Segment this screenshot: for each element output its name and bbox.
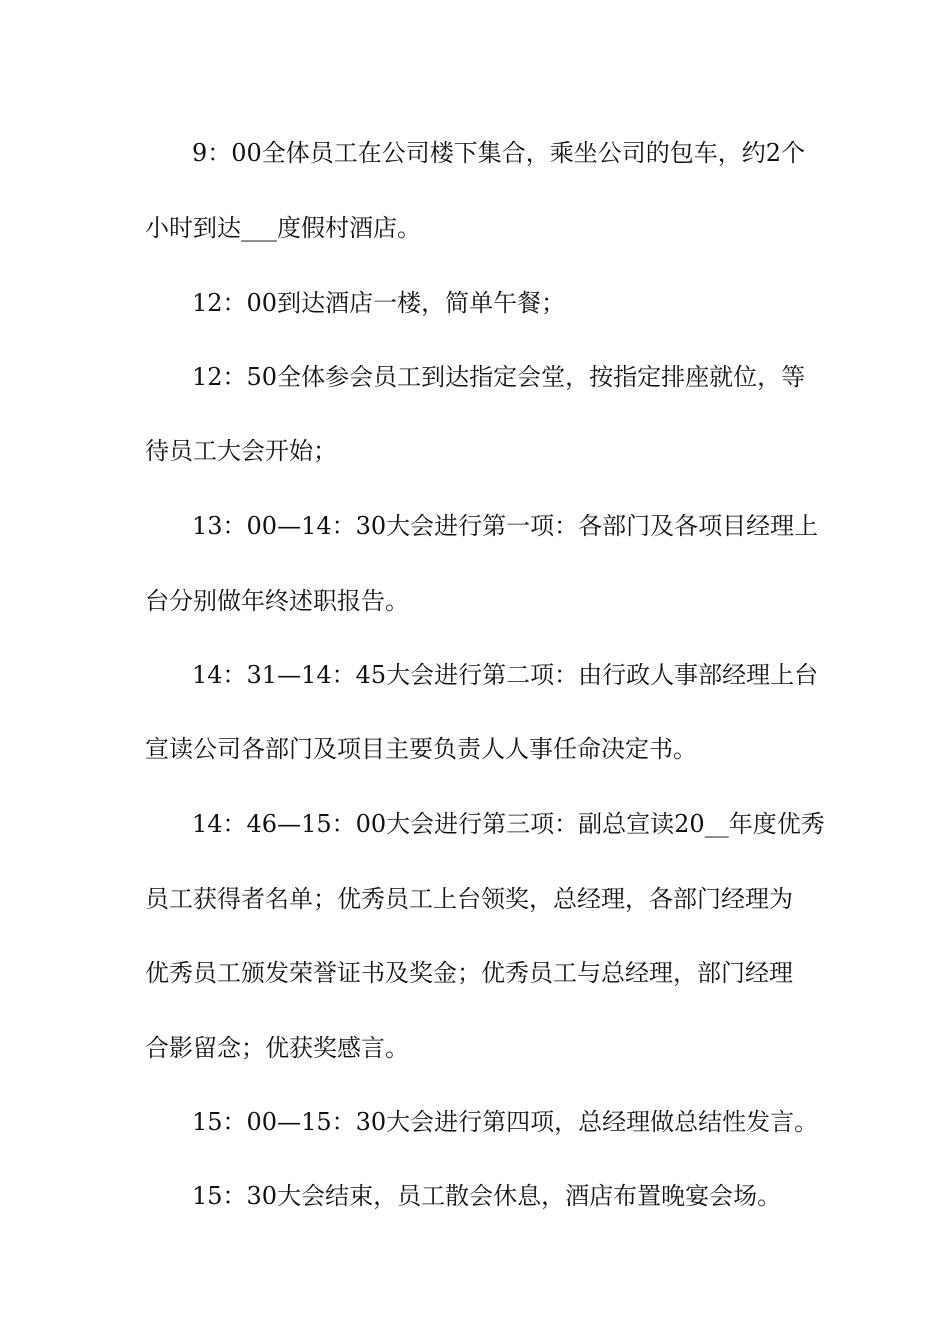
paragraph-3-line-2: 待员工大会开始； <box>145 437 337 465</box>
paragraph-6-line-2: 员工获得者名单；优秀员工上台领奖，总经理，各部门经理为 <box>145 885 793 913</box>
paragraph-8-line-1: 15：30大会结束，员工散会休息，酒店布置晚宴会场。 <box>192 1182 782 1210</box>
paragraph-3-line-1: 12：50全体参会员工到达指定会堂，按指定排座就位，等 <box>192 363 806 391</box>
paragraph-2-line-1: 12：00到达酒店一楼，简单午餐； <box>192 289 566 317</box>
paragraph-6-line-1: 14：46—15：00大会进行第三项：副总宣读20__年度优秀 <box>192 810 825 838</box>
paragraph-1-line-1: 9：00全体员工在公司楼下集合，乘坐公司的包车，约2个 <box>192 139 806 167</box>
paragraph-1-line-2: 小时到达___度假村酒店。 <box>145 214 421 242</box>
paragraph-6-line-3: 优秀员工颁发荣誉证书及奖金；优秀员工与总经理，部门经理 <box>145 959 793 987</box>
paragraph-7-line-1: 15：00—15：30大会进行第四项，总经理做总结性发言。 <box>192 1108 819 1136</box>
paragraph-5-line-1: 14：31—14：45大会进行第二项：由行政人事部经理上台 <box>192 661 819 689</box>
paragraph-4-line-1: 13：00—14：30大会进行第一项：各部门及各项目经理上 <box>192 512 819 540</box>
paragraph-4-line-2: 台分别做年终述职报告。 <box>145 587 409 615</box>
paragraph-6-line-4: 合影留念；优获奖感言。 <box>145 1034 409 1062</box>
paragraph-5-line-2: 宣读公司各部门及项目主要负责人人事任命决定书。 <box>145 735 697 763</box>
